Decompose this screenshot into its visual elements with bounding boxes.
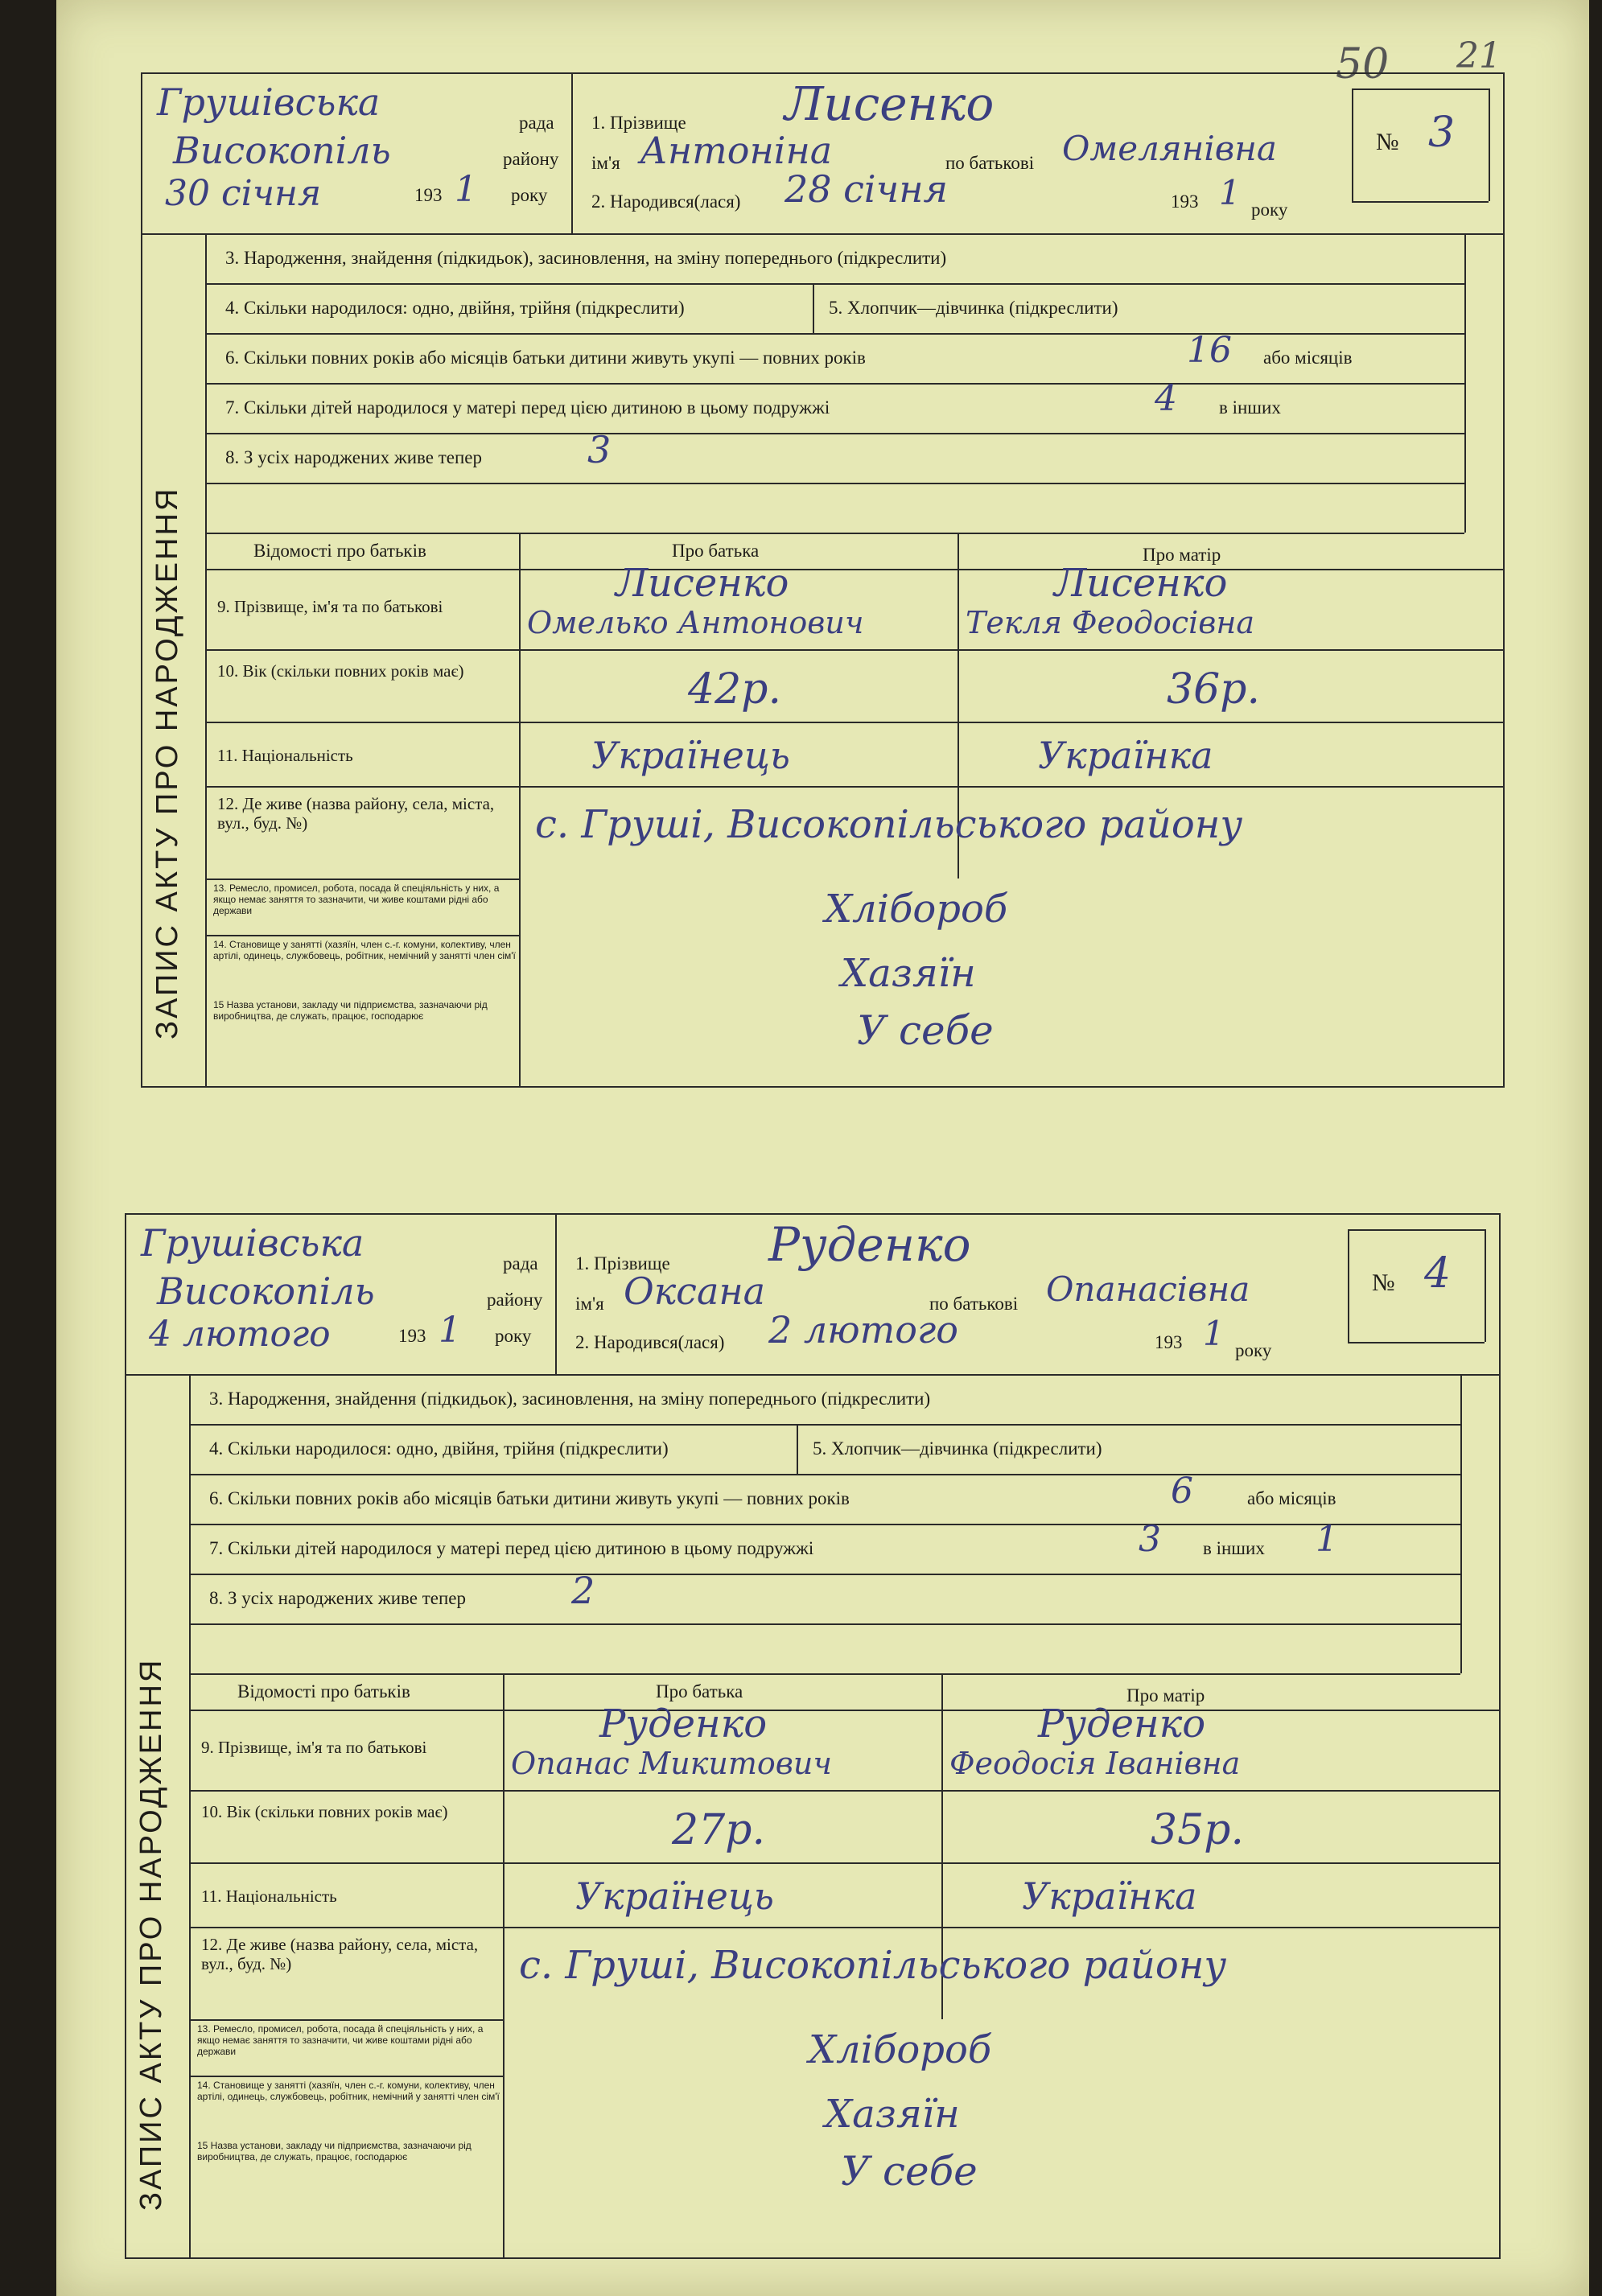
- registration-date: 4 лютого: [149, 1314, 331, 1355]
- registration-date: 30 січня: [165, 173, 322, 214]
- rule-line: [189, 1710, 1501, 1711]
- rule-line: [1352, 201, 1489, 203]
- rule-line: [189, 1474, 1460, 1475]
- rule-line: [1485, 1229, 1486, 1342]
- patronymic-label: по батькові: [929, 1294, 1019, 1314]
- rule-line: [189, 1524, 1460, 1525]
- rule-line: [1352, 88, 1353, 201]
- rule-line: [189, 1574, 1460, 1575]
- number-label: №: [1376, 129, 1399, 155]
- name-label: ім'я: [575, 1294, 604, 1314]
- rada-label: рада: [503, 1253, 538, 1273]
- record-number: 4: [1424, 1249, 1452, 1298]
- mother-age: 36р.: [1167, 665, 1260, 714]
- child-surname: Руденко: [768, 1217, 971, 1272]
- year-prefix-left: 193: [398, 1326, 426, 1346]
- record-number: 3: [1428, 109, 1456, 157]
- father-name: Опанас Микитович: [511, 1746, 833, 1781]
- rule-line: [205, 533, 1464, 534]
- row-14-label: 14. Становище у занятті (хазяїн, член с.-г. комуни, колективу, член артілі, одинець, службовець, робітник, немічний у занятті член сім'ї: [213, 939, 516, 961]
- rule-line: [1464, 233, 1466, 533]
- year-label: року: [1235, 1340, 1272, 1360]
- row-6-label: 6. Скільки повних років або місяців батьки дитини живуть укупі — повних років: [225, 348, 866, 368]
- rule-line: [189, 2019, 503, 2021]
- rule-line: [1489, 88, 1490, 201]
- year-label-left: року: [511, 185, 548, 205]
- father-age: 27р.: [672, 1806, 765, 1854]
- father-nationality: Українець: [575, 1874, 774, 1918]
- child-name: Оксана: [624, 1269, 766, 1313]
- rule-line: [125, 1374, 1501, 1376]
- row-6-tail: або місяців: [1247, 1488, 1336, 1508]
- year-prefix-left: 193: [414, 185, 443, 205]
- father-name: Омелько Антонович: [527, 605, 864, 640]
- council-name: Грушівська: [141, 1221, 364, 1265]
- mother-header: Про матір: [1126, 1685, 1205, 1706]
- page-number-secondary: 21: [1456, 35, 1501, 76]
- mother-nationality: Українка: [1022, 1874, 1197, 1918]
- row-11-label: 11. Національність: [201, 1887, 337, 1906]
- rule-line: [189, 1623, 1460, 1625]
- rule-line: [205, 722, 1505, 723]
- row-10-label: 10. Вік (скільки повних років має): [217, 661, 464, 681]
- rule-line: [205, 333, 1464, 335]
- row-12-label: 12. Де живе (назва району, села, міста, вул., буд. №): [217, 794, 495, 833]
- rule-line: [519, 533, 521, 1088]
- row-8-label: 8. З усіх народжених живе тепер: [225, 447, 483, 467]
- birth-date: 28 січня: [785, 167, 949, 211]
- father-header: Про батька: [672, 541, 760, 561]
- mother-name: Феодосія Іванівна: [949, 1746, 1241, 1781]
- row-3-label: 3. Народження, знайдення (підкидьок), засиновлення, на зміну попереднього (підкреслити): [209, 1389, 931, 1409]
- rule-line: [189, 1374, 191, 2259]
- row-6-tail: або місяців: [1263, 348, 1353, 368]
- surname-label: 1. Прізвище: [591, 113, 686, 133]
- address: с. Груші, Високопільського району: [519, 1943, 1227, 1988]
- rule-line: [555, 1213, 557, 1374]
- row-7-label: 7. Скільки дітей народилося у матері перед цією дитиною в цьому подружжі: [209, 1538, 814, 1558]
- year-suffix-left: 1: [455, 169, 477, 210]
- row-7-other: 1: [1316, 1519, 1338, 1560]
- row-11-label: 11. Національність: [217, 746, 353, 765]
- mother-nationality: Українка: [1038, 734, 1213, 777]
- row-6-label: 6. Скільки повних років або місяців батьки дитини живуть укупі — повних років: [209, 1488, 850, 1508]
- row-5-label: 5. Хлопчик—дівчинка (підкреслити): [813, 1438, 1102, 1459]
- born-label: 2. Народився(лася): [591, 191, 741, 212]
- council-name: Грушівська: [157, 80, 381, 124]
- row-15-label: 15 Назва установи, закладу чи підприємства, зазначаючи рід виробництва, де служать, працює, господарює: [197, 2140, 472, 2162]
- year-label: року: [1251, 200, 1288, 220]
- rule-line: [189, 1862, 1501, 1864]
- row-12-label: 12. Де живе (назва району, села, міста, вул., буд. №): [201, 1935, 479, 1973]
- row-4-label: 4. Скільки народилося: одно, двійня, трійня (підкреслити): [209, 1438, 669, 1459]
- rule-line: [503, 1673, 504, 2259]
- surname-label: 1. Прізвище: [575, 1253, 670, 1273]
- parents-header: Відомості про батьків: [237, 1681, 410, 1701]
- row-13-label: 13. Ремесло, промисел, робота, посада й спеціяльність у них, а якщо немає заняття то зазначити, чи живе коштами рідні або держави: [197, 2023, 484, 2057]
- mother-name: Текля Феодосівна: [966, 605, 1255, 640]
- row-3-label: 3. Народження, знайдення (підкидьок), засиновлення, на зміну попереднього (підкреслити): [225, 248, 947, 268]
- workplace: У себе: [857, 1007, 994, 1054]
- row-9-label: 9. Прізвище, ім'я та по батькові: [217, 597, 443, 616]
- row-15-label: 15 Назва установи, закладу чи підприємства, зазначаючи рід виробництва, де служать, працює, господарює: [213, 999, 488, 1022]
- employment-status: Хазяїн: [841, 951, 976, 996]
- rule-line: [205, 433, 1464, 434]
- birth-date: 2 лютого: [768, 1308, 958, 1352]
- year-suffix: 1: [1203, 1314, 1225, 1353]
- row-7-tail: в інших: [1219, 397, 1281, 418]
- rada-label: рада: [519, 113, 554, 133]
- parents-header: Відомості про батьків: [253, 541, 426, 561]
- rule-line: [571, 72, 573, 233]
- rule-line: [205, 935, 519, 936]
- row-6-value: 16: [1187, 330, 1232, 371]
- rule-line: [1348, 1342, 1485, 1343]
- father-surname: Лисенко: [616, 561, 789, 606]
- rule-line: [205, 878, 519, 880]
- row-8-value: 3: [587, 428, 612, 471]
- father-surname: Руденко: [599, 1701, 768, 1747]
- year-prefix: 193: [1155, 1332, 1183, 1352]
- rule-line: [205, 283, 1464, 285]
- year-suffix: 1: [1219, 173, 1241, 212]
- row-7-value: 3: [1139, 1519, 1161, 1560]
- rule-line: [205, 786, 1505, 788]
- raion-label: району: [503, 149, 559, 169]
- rule-line: [141, 233, 1505, 235]
- born-label: 2. Народився(лася): [575, 1332, 725, 1352]
- district-name: Високопіль: [157, 1269, 375, 1313]
- record-side-title: ЗАПИС АКТУ ПРО НАРОДЖЕННЯ: [134, 1657, 168, 2211]
- number-label: №: [1372, 1269, 1395, 1296]
- page-number: 50: [1336, 40, 1390, 88]
- rule-line: [1348, 1229, 1349, 1342]
- name-label: ім'я: [591, 153, 620, 173]
- record-side-title: ЗАПИС АКТУ ПРО НАРОДЖЕННЯ: [150, 486, 184, 1039]
- occupation: Хлібороб: [809, 2027, 992, 2072]
- rule-line: [205, 233, 207, 1088]
- rule-line: [1460, 1374, 1462, 1673]
- father-age: 42р.: [688, 665, 781, 714]
- record-frame: [125, 1213, 1501, 2259]
- patronymic-label: по батькові: [945, 153, 1035, 173]
- rule-line: [813, 283, 814, 333]
- address: с. Груші, Високопільського району: [535, 802, 1243, 847]
- raion-label: району: [487, 1290, 543, 1310]
- mother-header: Про матір: [1143, 545, 1221, 565]
- rule-line: [205, 649, 1505, 651]
- employment-status: Хазяїн: [825, 2092, 960, 2137]
- rule-line: [797, 1424, 798, 1474]
- year-prefix: 193: [1171, 191, 1199, 212]
- child-surname: Лисенко: [785, 76, 995, 131]
- mother-age: 35р.: [1151, 1806, 1244, 1854]
- row-14-label: 14. Становище у занятті (хазяїн, член с.-г. комуни, колективу, член артілі, одинець, службовець, робітник, немічний у занятті член сім'ї: [197, 2080, 500, 2102]
- child-patronymic: Опанасівна: [1046, 1269, 1250, 1309]
- row-4-label: 4. Скільки народилося: одно, двійня, трійня (підкреслити): [225, 298, 685, 318]
- rule-line: [205, 483, 1464, 484]
- mother-surname: Руденко: [1038, 1701, 1206, 1747]
- row-9-label: 9. Прізвище, ім'я та по батькові: [201, 1738, 427, 1757]
- district-name: Високопіль: [173, 129, 391, 172]
- row-7-value: 4: [1155, 378, 1177, 419]
- year-label-left: року: [495, 1326, 532, 1346]
- row-6-value: 6: [1171, 1471, 1193, 1512]
- rule-line: [189, 1424, 1460, 1426]
- year-suffix-left: 1: [439, 1310, 461, 1351]
- row-10-label: 10. Вік (скільки повних років має): [201, 1802, 448, 1821]
- row-5-label: 5. Хлопчик—дівчинка (підкреслити): [829, 298, 1118, 318]
- row-7-tail: в інших: [1203, 1538, 1265, 1558]
- mother-surname: Лисенко: [1054, 561, 1228, 606]
- occupation: Хлібороб: [825, 887, 1008, 932]
- rule-line: [189, 1790, 1501, 1792]
- row-8-label: 8. З усіх народжених живе тепер: [209, 1588, 467, 1608]
- father-nationality: Українець: [591, 734, 790, 777]
- row-13-label: 13. Ремесло, промисел, робота, посада й спеціяльність у них, а якщо немає заняття то зазначити, чи живе коштами рідні або держави: [213, 883, 500, 916]
- rule-line: [1348, 1229, 1485, 1231]
- workplace: У себе: [841, 2148, 978, 2195]
- rule-line: [205, 569, 1505, 570]
- row-7-label: 7. Скільки дітей народилося у матері перед цією дитиною в цьому подружжі: [225, 397, 830, 418]
- child-name: Антоніна: [640, 129, 833, 172]
- rule-line: [189, 2076, 503, 2077]
- row-8-value: 2: [571, 1569, 595, 1612]
- father-header: Про батька: [656, 1681, 743, 1701]
- rule-line: [189, 1927, 1501, 1928]
- rule-line: [205, 383, 1464, 385]
- child-patronymic: Омелянівна: [1062, 129, 1277, 168]
- rule-line: [189, 1673, 1460, 1675]
- rule-line: [1352, 88, 1489, 90]
